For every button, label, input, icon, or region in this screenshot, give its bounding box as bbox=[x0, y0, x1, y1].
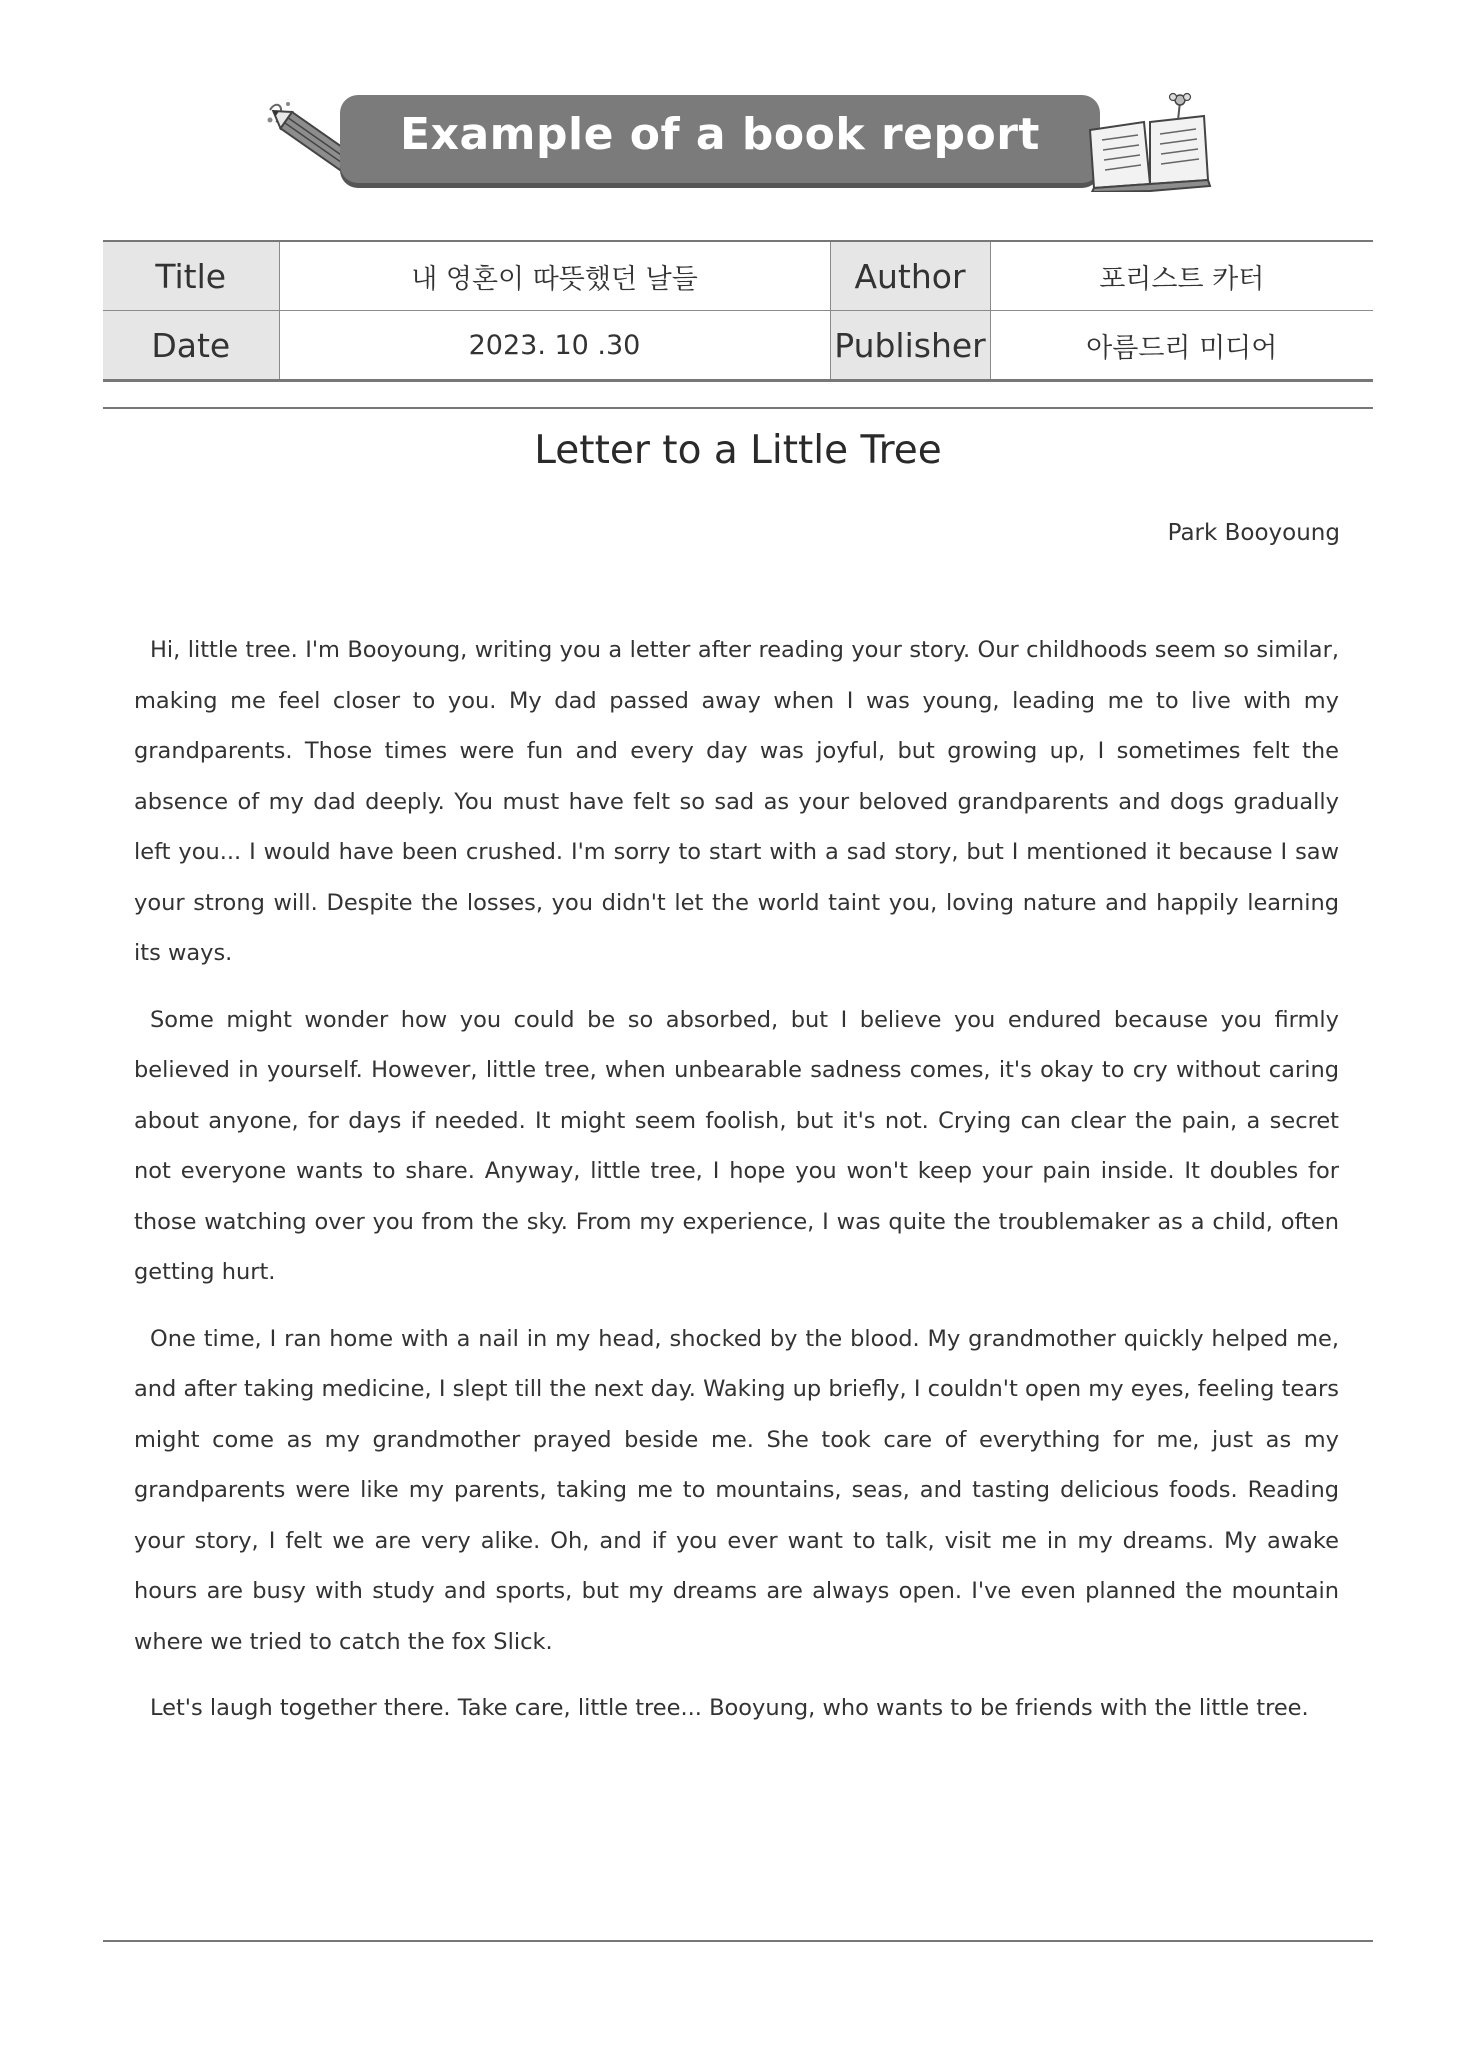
author-value: 포리스트 카터 bbox=[990, 241, 1373, 311]
title-banner bbox=[340, 95, 1100, 183]
open-book-icon bbox=[1080, 92, 1220, 192]
divider-bottom bbox=[103, 1940, 1373, 1942]
report-author: Park Booyoung bbox=[1167, 520, 1340, 546]
paragraph: Hi, little tree. I'm Booyoung, writing you a letter after reading your story. Our childhoods seem so similar, making me feel closer to you. My dad passed away when I was young, leading me to live with my grandparents. Those times were fun and every day was joyful, but growing up, I sometimes felt the absence of my dad deeply. You must have felt so sad as your beloved grandparents and dogs gradually left you... I would have been crushed. I'm sorry to start with a sad story, but I mentioned it because I saw your strong will. Despite the losses, you didn't let the world taint you, loving nature and happily learning its ways. bbox=[134, 637, 1339, 966]
info-row-date-publisher bbox=[103, 311, 1373, 381]
publisher-value: 아름드리 미디어 bbox=[990, 311, 1373, 381]
banner-title: Example of a book report bbox=[400, 109, 1040, 160]
date-label: Date bbox=[103, 311, 279, 381]
paragraph: One time, I ran home with a nail in my head, shocked by the blood. My grandmother quickly helped me, and after taking medicine, I slept till the next day. Waking up briefly, I couldn't open my eyes, feeling tears might come as my grandmother prayed beside me. She took care of everything for me, just as my grandparents were like my parents, taking me to mountains, seas, and tasting delicious foods. Reading your story, I felt we are very alike. Oh, and if you ever want to talk, visit me in my dreams. My awake hours are busy with study and sports, but my dreams are always open. I've even planned the mountain where we tried to catch the fox Slick. bbox=[134, 1325, 1339, 1655]
date-value: 2023. 10 .30 bbox=[279, 311, 830, 381]
report-body bbox=[134, 625, 1339, 1750]
publisher-label: Publisher bbox=[830, 311, 990, 381]
info-row-title-author bbox=[103, 241, 1373, 311]
author-label: Author bbox=[830, 241, 990, 311]
divider-top bbox=[103, 407, 1373, 409]
report-title: Letter to a Little Tree bbox=[534, 428, 942, 473]
title-label: Title bbox=[103, 241, 279, 311]
paragraph: Let's laugh together there. Take care, little tree... Booyung, who wants to be friends with the little tree. bbox=[150, 1695, 1309, 1721]
title-value: 내 영혼이 따뜻했던 날들 bbox=[279, 241, 830, 311]
book-info-table bbox=[103, 240, 1373, 382]
paragraph: Some might wonder how you could be so absorbed, but I believe you endured because you firmly believed in yourself. However, little tree, when unbearable sadness comes, it's okay to cry without caring about anyone, for days if needed. It might seem foolish, but it's not. Crying can clear the pain, a secret not everyone wants to share. Anyway, little tree, I hope you won't keep your pain inside. It doubles for those watching over you from the sky. From my experience, I was quite the troublemaker as a child, often getting hurt. bbox=[134, 1006, 1339, 1285]
